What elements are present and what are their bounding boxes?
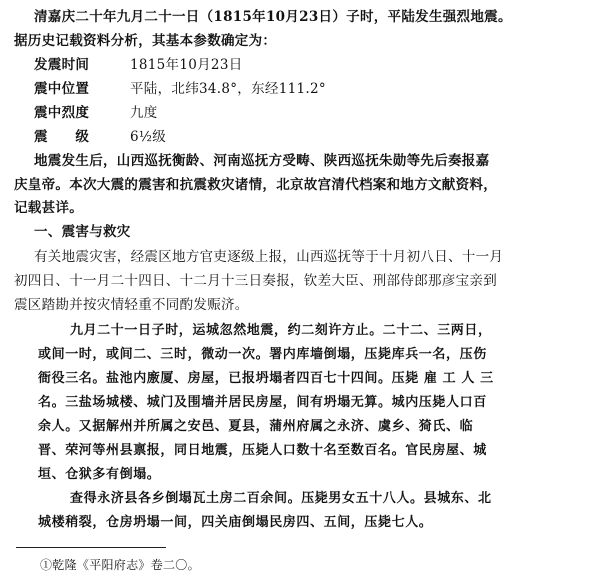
param-label: 发震时间 bbox=[34, 57, 90, 73]
param-label: 震中位置 bbox=[34, 81, 90, 97]
footnote-divider bbox=[16, 547, 166, 548]
quote-1-line: 垣、仓狱多有倒塌。 bbox=[38, 467, 161, 482]
section-heading: 一、震害与救灾 bbox=[34, 224, 131, 240]
param-value: 平陆，北纬34.8°，东经111.2° bbox=[130, 81, 326, 97]
quote-1-line: 衙役三名。盐池内廒厦、房屋，已报坍塌者四百七十四间。压毙 雇 工 人 三 bbox=[38, 371, 494, 386]
quote-1-line: 余人。又据解州并所属之安邑、夏县，蒲州府属之永济、虞乡、猗氏、临 bbox=[38, 419, 474, 434]
quote-2-line: 城楼稍裂，仓房坍塌一间，四关庙倒塌民房四、五间，压毙七人。 bbox=[38, 515, 433, 530]
intro-line-1: 清嘉庆二十年九月二十一日（1815年10月23日）子时，平陆发生强烈地震。 bbox=[34, 9, 512, 25]
quote-2-line: 查得永济县各乡倒塌瓦土房二百余间。压毙男女五十八人。县城东、北 bbox=[70, 491, 492, 506]
param-label: 震 级 bbox=[34, 129, 90, 145]
paragraph-1-line: 地震发生后，山西巡抚衡龄、河南巡抚方受畴、陕西巡抚朱勋等先后奏报嘉 bbox=[34, 153, 490, 169]
intro-line-2: 据历史记载资料分析，其基本参数确定为： bbox=[14, 33, 277, 49]
paragraph-2-line: 震区踏勘并按灾情轻重不同酌发赈济。 bbox=[14, 297, 249, 313]
param-value: 九度 bbox=[130, 105, 158, 121]
paragraph-1-line: 庆皇帝。本次大震的震害和抗震救灾诸情，北京故宫清代档案和地方文献资料， bbox=[14, 177, 497, 193]
paragraph-1-line: 记载甚详。 bbox=[14, 200, 83, 216]
quote-1-line: 晋、荣河等州县禀报，同日地震，压毙人口数十名至数百名。官民房屋、城 bbox=[38, 443, 487, 458]
quote-1-line: 或间一时，或间二、三时，微动一次。署内库墙倒塌，压毙库兵一名，压伤 bbox=[38, 347, 487, 362]
footnote: ①乾隆《平阳府志》卷二〇。 bbox=[40, 558, 200, 572]
paragraph-2-line: 初四日、十一月二十四日、十二月十三日奏报，钦差大臣、刑部侍郎那彦宝亲到 bbox=[14, 273, 497, 289]
paragraph-2-line: 有关地震灾害，经震区地方官吏逐级上报，山西巡抚等于十月初八日、十一月 bbox=[34, 249, 504, 265]
quote-1-line: 名。三盐场城楼、城门及围墙并居民房屋，间有坍塌无算。城内压毙人口百 bbox=[38, 395, 487, 410]
param-value: 6½级 bbox=[130, 129, 167, 145]
param-label: 震中烈度 bbox=[34, 105, 90, 121]
param-value: 1815年10月23日 bbox=[130, 57, 243, 73]
quote-1-line: 九月二十一日子时，运城忽然地震，约二刻许方止。二十二、三两日， bbox=[70, 323, 492, 338]
